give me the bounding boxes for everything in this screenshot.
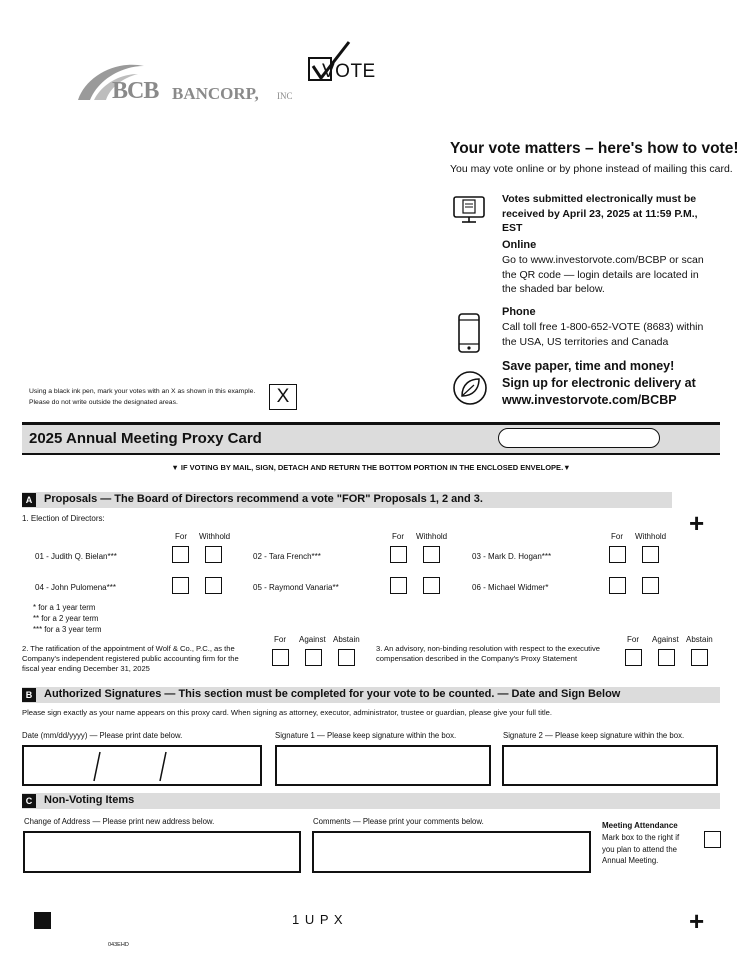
phone-icon [457, 313, 481, 353]
col-abstain: Abstain [686, 635, 713, 644]
election-label: 1. Election of Directors: [22, 514, 105, 523]
proposal-2-text: 2. The ratification of the appointment of Wolf & Co., P.C., as the Company's independent registered public accounting firm for the fiscal year ending December 31, 2025 [22, 644, 239, 673]
director-withhold-checkbox[interactable] [205, 577, 222, 594]
triangle-down-icon: ▼ [563, 463, 571, 472]
sig2-label: Signature 2 — Please keep signature within the box. [503, 731, 685, 740]
online-text: Go to www.investorvote.com/BCBP or scan the QR code — login details are located in the shaded bar below. [502, 254, 704, 295]
proposal-2-abstain-checkbox[interactable] [338, 649, 355, 666]
col-withhold: Withhold [635, 532, 667, 541]
plus-icon: + [689, 906, 705, 936]
col-for: For [274, 635, 286, 644]
paper-text-1: Save paper, time and money! [502, 359, 675, 373]
footer-code: 1 U P X [292, 912, 344, 927]
proposal-3-text: 3. An advisory, non-binding resolution with respect to the executive compensation described in the Company's Proxy Statement [376, 644, 601, 663]
attendance-text: Mark box to the right if you plan to attend the Annual Meeting. [602, 833, 680, 865]
attendance-title: Meeting Attendance [602, 821, 678, 830]
card-title: 2025 Annual Meeting Proxy Card [29, 430, 262, 447]
comments-label: Comments — Please print your comments below. [313, 817, 484, 826]
paper-text-3: www.investorvote.com/BCBP [502, 393, 677, 407]
example-mark-box [269, 384, 297, 410]
logo-secondary: BANCORP, [172, 84, 259, 103]
small-code: 043EHD [108, 942, 129, 948]
col-for: For [611, 532, 623, 541]
address-input-box[interactable] [23, 831, 301, 873]
director-for-checkbox[interactable] [609, 577, 626, 594]
term-note: ** for a 2 year term [33, 614, 99, 623]
col-abstain: Abstain [333, 635, 360, 644]
section-b-instructions: Please sign exactly as your name appears on this proxy card. When signing as attorney, executor, administrator, trustee or guardian, please give your full title. [22, 708, 553, 717]
section-a-title: Proposals — The Board of Directors recommend a vote "FOR" Proposals 1, 2 and 3. [44, 493, 483, 505]
section-a-letter: A [22, 493, 36, 507]
instructions-line-2: Please do not write outside the designated areas. [29, 399, 178, 406]
section-b-bar [22, 687, 720, 703]
vote-heading: Your vote matters – here's how to vote! [450, 140, 739, 157]
leaf-icon [452, 370, 488, 406]
attendance-checkbox[interactable] [704, 831, 721, 848]
login-field[interactable] [498, 428, 660, 448]
computer-icon [452, 195, 486, 225]
director-withhold-checkbox[interactable] [423, 577, 440, 594]
card-bottom-rule [22, 453, 720, 455]
col-against: Against [652, 635, 679, 644]
date-separator-icon [24, 747, 260, 784]
sig1-label: Signature 1 — Please keep signature within the box. [275, 731, 457, 740]
phone-text: Call toll free 1-800-652-VOTE (8683) within the USA, US territories and Canada [502, 321, 704, 348]
signature-1-box[interactable] [275, 745, 491, 786]
director-name: 06 - Michael Widmer* [472, 583, 549, 592]
date-label: Date (mm/dd/yyyy) — Please print date below. [22, 731, 183, 740]
director-withhold-checkbox[interactable] [642, 577, 659, 594]
detach-note [0, 463, 742, 472]
section-b-letter: B [22, 688, 36, 702]
proposal-2-against-checkbox[interactable] [305, 649, 322, 666]
logo-suffix: INC [277, 91, 293, 101]
term-note: *** for a 3 year term [33, 625, 102, 634]
director-name: 03 - Mark D. Hogan*** [472, 552, 552, 561]
director-for-checkbox[interactable] [172, 546, 189, 563]
section-a-bar [22, 492, 672, 508]
vote-deadline: Votes submitted electronically must be received by April 23, 2025 at 11:59 P.M., EST [502, 193, 698, 234]
vote-subheading: You may vote online or by phone instead of mailing this card. [450, 163, 733, 175]
director-name: 01 - Judith Q. Bielan*** [35, 552, 117, 561]
plus-icon: + [689, 508, 705, 538]
vote-logo [307, 40, 387, 84]
bcb-logo [76, 58, 296, 106]
section-c-letter: C [22, 794, 36, 808]
detach-note-text: IF VOTING BY MAIL, SIGN, DETACH AND RETURN THE BOTTOM PORTION IN THE ENCLOSED ENVELOPE. [180, 463, 564, 472]
col-for: For [627, 635, 639, 644]
director-for-checkbox[interactable] [390, 546, 407, 563]
corner-mark [34, 912, 51, 929]
col-withhold: Withhold [199, 532, 231, 541]
comments-input-box[interactable] [312, 831, 591, 873]
col-for: For [392, 532, 404, 541]
director-for-checkbox[interactable] [609, 546, 626, 563]
vote-logo-text: VOTE [322, 61, 376, 82]
proposal-3-abstain-checkbox[interactable] [691, 649, 708, 666]
address-label: Change of Address — Please print new address below. [24, 817, 215, 826]
col-against: Against [299, 635, 326, 644]
col-for: For [175, 532, 187, 541]
proposal-3-against-checkbox[interactable] [658, 649, 675, 666]
proposal-2-for-checkbox[interactable] [272, 649, 289, 666]
director-for-checkbox[interactable] [390, 577, 407, 594]
online-title: Online [502, 239, 537, 251]
section-b-title: Authorized Signatures — This section must be completed for your vote to be counted. — Date and Sign Below [44, 688, 621, 700]
example-mark: X [276, 386, 290, 407]
proposal-3-for-checkbox[interactable] [625, 649, 642, 666]
signature-2-box[interactable] [502, 745, 718, 786]
col-withhold: Withhold [416, 532, 448, 541]
phone-title: Phone [502, 306, 536, 318]
logo-primary: BCB [112, 78, 159, 104]
section-c-bar [22, 793, 720, 809]
triangle-down-icon: ▼ [171, 463, 181, 472]
term-note: * for a 1 year term [33, 603, 96, 612]
paper-text-2: Sign up for electronic delivery at [502, 376, 696, 390]
instructions-line-1: Using a black ink pen, mark your votes with an X as shown in this example. [29, 388, 256, 395]
date-input-box[interactable] [22, 745, 262, 786]
director-withhold-checkbox[interactable] [423, 546, 440, 563]
director-withhold-checkbox[interactable] [205, 546, 222, 563]
director-for-checkbox[interactable] [172, 577, 189, 594]
director-withhold-checkbox[interactable] [642, 546, 659, 563]
director-name: 02 - Tara French*** [253, 552, 321, 561]
section-c-title: Non-Voting Items [44, 794, 135, 806]
director-name: 05 - Raymond Vanaria** [253, 583, 339, 592]
director-name: 04 - John Pulomena*** [35, 583, 116, 592]
